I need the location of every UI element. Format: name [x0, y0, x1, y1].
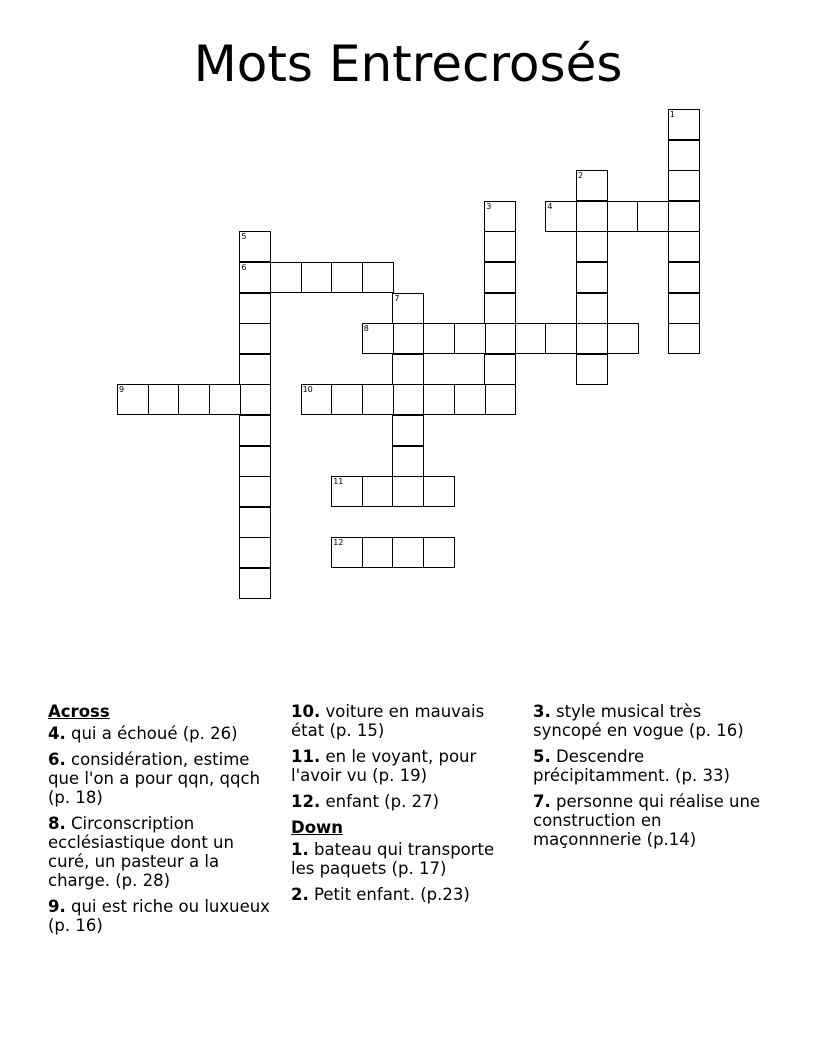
cell-number: 4 [547, 201, 553, 211]
clue-down-7 [533, 792, 761, 849]
grid-cell[interactable] [239, 231, 271, 262]
grid-cell[interactable] [331, 537, 363, 568]
grid-cell[interactable] [239, 507, 271, 538]
clue-number: 11. [291, 747, 321, 766]
cell-number: 9 [119, 385, 125, 395]
clue-text: considération, estime que l'on a pour qqn, qqch (p. 18) [48, 750, 261, 807]
grid-cell[interactable] [484, 231, 516, 262]
clue-number: 1. [291, 840, 309, 859]
grid-cell[interactable] [454, 323, 486, 354]
grid-cell[interactable] [607, 323, 639, 354]
clue-down-3 [533, 702, 761, 740]
cell-number: 8 [363, 324, 369, 334]
grid-cell[interactable] [178, 384, 210, 415]
grid-cell[interactable] [239, 415, 271, 446]
cell-number: 12 [333, 538, 344, 548]
cell-number: 7 [394, 293, 400, 303]
grid-cell[interactable] [515, 323, 547, 354]
grid-cell[interactable] [331, 384, 363, 415]
grid-cell[interactable] [239, 446, 271, 477]
clue-number: 10. [291, 702, 321, 721]
clue-number: 4. [48, 724, 66, 743]
cell-number: 6 [241, 263, 247, 272]
clue-down-5 [533, 747, 761, 785]
grid-cell[interactable] [637, 201, 669, 232]
clue-number: 2. [291, 885, 309, 904]
grid-cell[interactable] [484, 354, 516, 385]
clue-text: Descendre précipitamment. (p. 33) [533, 747, 730, 785]
grid-cell[interactable] [301, 384, 333, 415]
clue-text: enfant (p. 27) [325, 792, 440, 811]
cell-number: 1 [669, 110, 675, 119]
grid-cell[interactable] [362, 537, 394, 568]
grid-cell[interactable] [454, 384, 486, 415]
cell-number: 2 [578, 171, 584, 181]
grid-cell[interactable] [301, 262, 333, 293]
page-title: Mots Entrecrosés [193, 35, 623, 93]
grid-cell[interactable] [331, 262, 363, 293]
grid-cell[interactable] [668, 170, 700, 201]
clue-across-4 [48, 724, 276, 743]
cell-number: 3 [486, 201, 492, 211]
grid-cell[interactable] [239, 354, 271, 385]
clue-text: personne qui réalise une construction en maçonnnerie (p.14) [533, 792, 761, 849]
clue-text: Petit enfant. (p.23) [314, 885, 470, 904]
grid-cell[interactable] [545, 201, 577, 232]
grid-cell[interactable] [576, 170, 608, 201]
grid-cell[interactable] [362, 262, 394, 293]
grid-cell[interactable] [423, 476, 455, 507]
grid-cell[interactable] [392, 384, 424, 415]
grid-cell[interactable] [668, 109, 700, 140]
cell-number: 5 [241, 232, 247, 242]
grid-cell[interactable] [423, 537, 455, 568]
grid-cell[interactable] [239, 323, 271, 354]
grid-cell[interactable] [362, 384, 394, 415]
grid-cell[interactable] [423, 384, 455, 415]
cell-number: 11 [333, 477, 344, 487]
grid-cell[interactable] [545, 323, 577, 354]
grid-cell[interactable] [576, 354, 608, 385]
grid-cell[interactable] [607, 201, 639, 232]
clue-number: 6. [48, 750, 66, 769]
clue-text: style musical très syncopé en vogue (p. 16) [533, 702, 744, 740]
clue-number: 3. [533, 702, 551, 721]
cell-number: 10 [302, 385, 313, 395]
clue-number: 7. [533, 792, 551, 811]
grid-cell[interactable] [270, 262, 302, 293]
grid-cell[interactable] [484, 384, 516, 415]
clue-number: 12. [291, 792, 321, 811]
grid-cell[interactable] [392, 537, 424, 568]
grid-cell[interactable] [117, 384, 149, 415]
grid-cell[interactable] [484, 293, 516, 324]
grid-cell[interactable] [576, 201, 608, 232]
grid-cell[interactable] [576, 323, 608, 354]
grid-cell[interactable] [239, 384, 271, 415]
grid-cell[interactable] [362, 476, 394, 507]
clue-number: 5. [533, 747, 551, 766]
grid-cell[interactable] [668, 201, 700, 232]
grid-cell[interactable] [576, 262, 608, 293]
grid-cell[interactable] [148, 384, 180, 415]
grid-cell[interactable] [668, 231, 700, 262]
down-heading: Down [291, 818, 344, 837]
grid-cell[interactable] [392, 354, 424, 385]
grid-cell[interactable] [423, 323, 455, 354]
clue-text: voiture en mauvais état (p. 15) [291, 702, 485, 740]
clue-across-12 [291, 792, 519, 811]
grid-cell[interactable] [668, 293, 700, 324]
grid-cell[interactable] [209, 384, 241, 415]
clue-number: 9. [48, 897, 66, 916]
grid-cell[interactable] [484, 323, 516, 354]
clue-number: 8. [48, 814, 66, 833]
grid-cell[interactable] [239, 262, 271, 293]
grid-cell[interactable] [239, 568, 271, 599]
clue-across-10 [291, 702, 519, 740]
clue-across-6 [48, 750, 276, 807]
grid-cell[interactable] [239, 537, 271, 568]
grid-cell[interactable] [484, 201, 516, 232]
grid-cell[interactable] [392, 476, 424, 507]
clue-across-11 [291, 747, 519, 785]
across-heading: Across [48, 702, 110, 721]
clue-column-2 [291, 702, 519, 911]
grid-cell[interactable] [239, 293, 271, 324]
clue-down-1 [291, 840, 519, 878]
grid-cell[interactable] [668, 262, 700, 293]
grid-cell[interactable] [392, 323, 424, 354]
clue-text: en le voyant, pour l'avoir vu (p. 19) [291, 747, 477, 785]
grid-cell[interactable] [392, 446, 424, 477]
clue-across-8 [48, 814, 276, 890]
grid-cell[interactable] [484, 262, 516, 293]
grid-cell[interactable] [668, 323, 700, 354]
clue-column-3 [533, 702, 761, 856]
grid-cell[interactable] [239, 476, 271, 507]
clue-column-1 [48, 702, 276, 942]
clue-text: bateau qui transporte les paquets (p. 17) [291, 840, 495, 878]
clue-text: qui est riche ou luxueux (p. 16) [48, 897, 270, 935]
clue-text: Circonscription ecclésiastique dont un curé, un pasteur a la charge. (p. 28) [48, 814, 234, 890]
grid-cell[interactable] [331, 476, 363, 507]
clue-across-9 [48, 897, 276, 935]
clue-down-2 [291, 885, 519, 904]
grid-cell[interactable] [576, 231, 608, 262]
grid-cell[interactable] [362, 323, 394, 354]
grid-cell[interactable] [668, 140, 700, 171]
grid-cell[interactable] [576, 293, 608, 324]
clue-text: qui a échoué (p. 26) [71, 724, 238, 743]
grid-cell[interactable] [392, 293, 424, 324]
grid-cell[interactable] [392, 415, 424, 446]
